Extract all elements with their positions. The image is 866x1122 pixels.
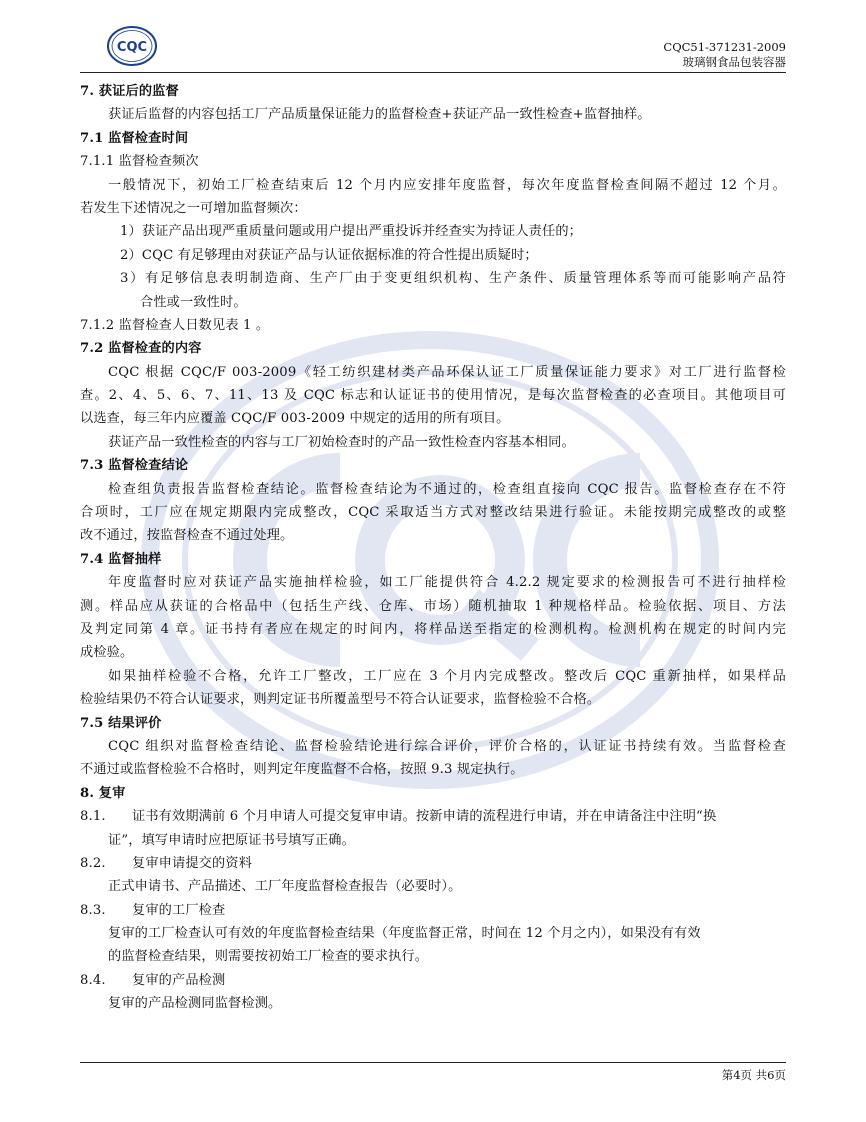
numbered-item xyxy=(80,899,786,922)
page-number: 第4页 共6页 xyxy=(721,1068,786,1082)
paragraph-line: 检验结果仍不符合认证要求，则判定证书所覆盖型号不符合认证要求，监督检验不合格。 xyxy=(80,692,601,708)
paragraph-line: 的监督检查结果，则需要按初始工厂检查的要求执行。 xyxy=(108,949,429,965)
paragraph-line: 测。样品应从获证的合格品中（包括生产线、仓库、市场）随机抽取 1 种规格样品。检验依据、项目、方法 xyxy=(80,598,786,614)
item-text: 证书有效期满前 6 个月申请人可提交复审申请。按新申请的流程进行申请，并在申请备注中注明“换 xyxy=(132,809,717,825)
section-heading: 7.1 监督检查时间 xyxy=(80,130,189,146)
item-number: 8.2. xyxy=(80,855,106,871)
item-text: 复审申请提交的资料 xyxy=(132,855,253,871)
section-heading: 8. 复审 xyxy=(80,785,126,801)
section-heading: 7.4 监督抽样 xyxy=(80,551,162,567)
paragraph-line: 3）有足够信息表明制造商、生产厂由于变更组织机构、生产条件、质量管理体系等而可能影响产品符 xyxy=(120,271,786,287)
document-product-title: 玻璃钢食品包装容器 xyxy=(682,55,786,69)
section-heading: 7. 获证后的监督 xyxy=(80,84,179,99)
section-heading: 7.5 结果评价 xyxy=(80,715,162,731)
item-number: 8.4. xyxy=(80,972,106,988)
document-code: CQC51-371231-2009 xyxy=(663,40,786,54)
paragraph-line: 检查组负责报告监督检查结论。监督检查结论为不通过的，检查组直接向 CQC 报告。监督检查存在不符 xyxy=(108,481,786,497)
document-body xyxy=(80,80,786,1016)
paragraph-line: 2）CQC 有足够理由对获证产品与认证依据标准的符合性提出质疑时； xyxy=(120,247,538,263)
svg-text:CQC: CQC xyxy=(116,40,148,55)
paragraph-line: 以选查，每三年内应覆盖 CQC/F 003-2009 中规定的适用的所有项目。 xyxy=(80,411,510,427)
paragraph-line: 及判定同第 4 章。证书持有者应在规定的时间内，将样品送至指定的检测机构。检测机构在规定的时间内完 xyxy=(80,621,786,637)
paragraph-line: 成检验。 xyxy=(80,645,134,661)
numbered-item xyxy=(80,969,786,992)
paragraph-line: 改不通过，按监督检查不通过处理。 xyxy=(80,528,294,544)
paragraph-line: 获证产品一致性检查的内容与工厂初始检查时的产品一致性检查内容基本相同。 xyxy=(108,434,575,450)
section-heading: 7.2 监督检查的内容 xyxy=(80,341,202,357)
paragraph-line: 一般情况下，初始工厂检查结束后 12 个月内应安排年度监督，每次年度监督检查间隔不超过 12 个月。 xyxy=(108,177,786,193)
paragraph-line: 7.1.1 监督检查频次 xyxy=(80,154,199,170)
paragraph-line: 若发生下述情况之一可增加监督频次： xyxy=(80,200,307,216)
paragraph-line: 复审的产品检测同监督检测。 xyxy=(108,996,282,1012)
paragraph-line: 7.1.2 监督检查人日数见表 1 。 xyxy=(80,317,270,333)
paragraph-line: 正式申请书、产品描述、工厂年度监督检查报告（必要时）。 xyxy=(108,879,462,895)
paragraph-line: CQC 组织对监督检查结论、监督检验结论进行综合评价，评价合格的，认证证书持续有效。当监督检查 xyxy=(108,738,786,754)
section-heading: 7.3 监督检查结论 xyxy=(80,458,189,474)
paragraph-line: 获证后监督的内容包括工厂产品质量保证能力的监督检查+获证产品一致性检查+监督抽样。 xyxy=(108,107,651,123)
item-number: 8.1. xyxy=(80,809,106,825)
header-rule xyxy=(80,72,786,73)
paragraph-line: 合项时，工厂应在规定期限内完成整改，CQC 采取适当方式对整改结果进行验证。未能按期完成整改的或整 xyxy=(80,505,786,521)
item-text: 复审的产品检测 xyxy=(132,972,226,988)
numbered-item xyxy=(80,852,786,875)
paragraph-line: 查。2、4、5、6、7、11、13 及 CQC 标志和认证证书的使用情况，是每次监督检查的必查项目。其他项目可 xyxy=(80,388,786,404)
paragraph-line: 合性或一致性时。 xyxy=(140,294,247,310)
paragraph-line: 不通过或监督检验不合格时，则判定年度监督不合格，按照 9.3 规定执行。 xyxy=(80,762,524,778)
paragraph-line: 年度监督时应对获证产品实施抽样检验，如工厂能提供符合 4.2.2 规定要求的检测报告可不进行抽样检 xyxy=(108,575,786,591)
paragraph-line: 复审的工厂检查认可有效的年度监督检查结果（年度监督正常，时间在 12 个月之内），如果没有有效 xyxy=(108,926,701,942)
paragraph-line: 1）获证产品出现严重质量问题或用户提出严重投诉并经查实为持证人责任的； xyxy=(120,224,583,240)
header-info xyxy=(663,40,786,70)
numbered-item xyxy=(80,805,786,828)
paragraph-line: CQC 根据 CQC/F 003-2009《轻工纺织建材类产品环保认证工厂质量保证能力要求》对工厂进行监督检 xyxy=(108,364,786,380)
paragraph-line: 如果抽样检验不合格，允许工厂整改，工厂应在 3 个月内完成整改。整改后 CQC 重新抽样，如果样品 xyxy=(108,668,786,684)
paragraph-line: 证”，填写申请时应把原证书号填写正确。 xyxy=(108,832,355,848)
item-number: 8.3. xyxy=(80,902,106,918)
item-text: 复审的工厂检查 xyxy=(132,902,226,918)
footer-rule xyxy=(80,1062,786,1063)
cqc-logo xyxy=(106,24,158,68)
